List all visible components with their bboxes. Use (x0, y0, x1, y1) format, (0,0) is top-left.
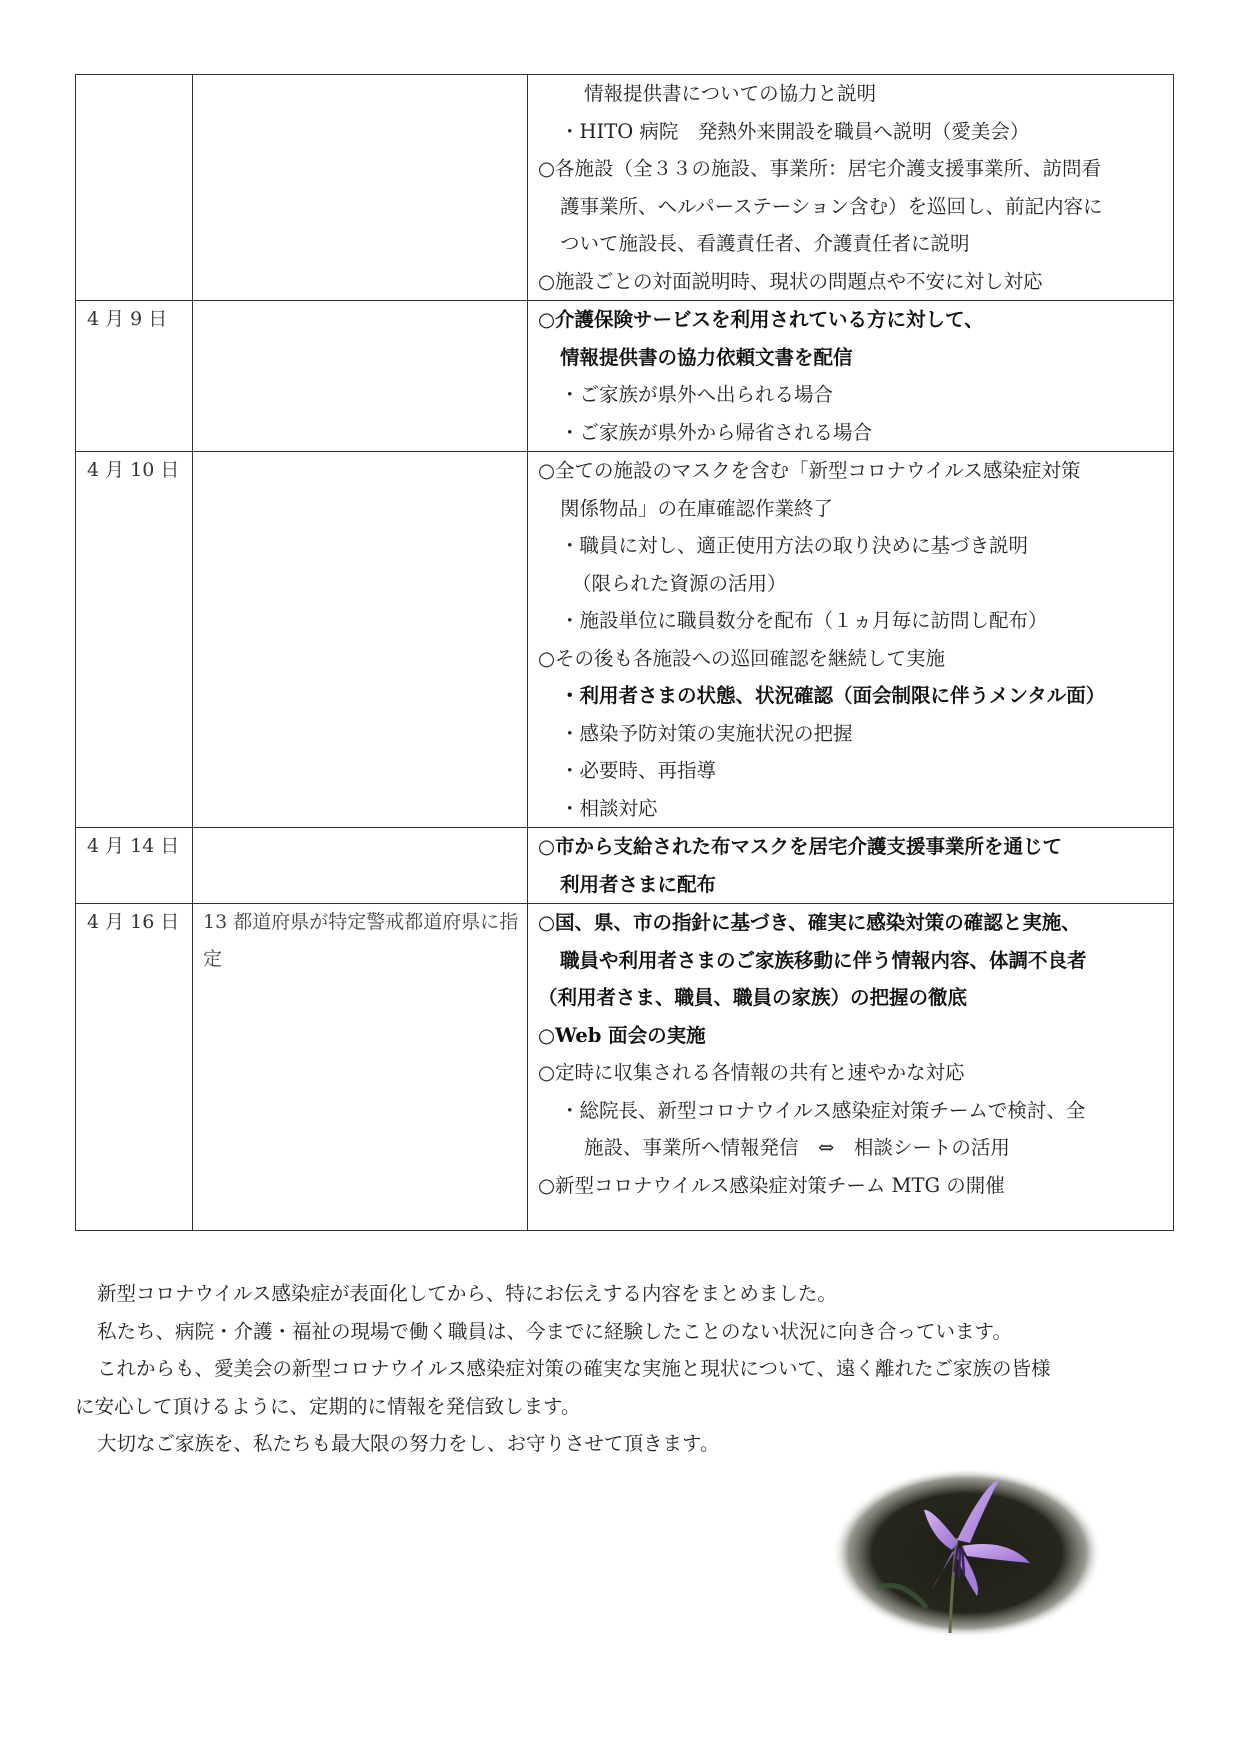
action-line: ○新型コロナウイルス感染症対策チーム MTG の開催 (538, 1173, 1005, 1197)
national-news-cell (193, 75, 528, 301)
date-text: 4 月 16 日 (87, 911, 180, 933)
action-cell (528, 75, 1174, 301)
table-row (76, 301, 1174, 452)
action-line: ○全ての施設のマスクを含む「新型コロナウイルス感染症対策 (538, 459, 1081, 482)
action-cell (528, 904, 1174, 1231)
closing-line: に安心して頂けるように、定期的に情報を発信致します。 (75, 1394, 581, 1418)
action-line: ・職員に対し、適正使用方法の取り決めに基づき説明 (560, 534, 1029, 557)
date-cell (76, 75, 193, 301)
action-line: （限られた資源の活用） (572, 571, 787, 595)
action-line: 利用者さまに配布 (560, 872, 717, 896)
date-cell (76, 301, 193, 452)
timeline-table (75, 74, 1174, 1231)
action-line: ・ご家族が県外へ出られる場合 (560, 383, 834, 406)
action-line: ○施設ごとの対面説明時、現状の問題点や不安に対し対応 (538, 269, 1043, 293)
date-text: 4 月 14 日 (87, 835, 180, 857)
national-news-cell (193, 904, 528, 1231)
closing-line: 大切なご家族を、私たちも最大限の努力をし、お守りさせて頂きます。 (97, 1432, 720, 1455)
action-line: ○市から支給された布マスクを居宅介護支援事業所を通じて (538, 835, 1063, 858)
date-cell (76, 452, 193, 828)
table-row (76, 828, 1174, 904)
closing-line: 私たち、病院・介護・福祉の現場で働く職員は、今までに経験したことのない状況に向き合っています。 (97, 1319, 1012, 1343)
table-row (76, 452, 1174, 828)
action-cell (528, 828, 1174, 904)
action-line: 施設、事業所へ情報発信 ⇔ 相談シートの活用 (584, 1136, 1010, 1159)
national-news-text: 13 都道府県が特定警戒都道府県に指定 (203, 911, 519, 970)
table-row (76, 904, 1174, 1231)
closing-line: これからも、愛美会の新型コロナウイルス感染症対策の確実な実施と現状について、遠く離れたご家族の皆様 (97, 1357, 1051, 1380)
action-line: ○介護保険サービスを利用されている方に対して、 (538, 308, 984, 331)
action-line: ・相談対応 (560, 796, 658, 820)
action-line: ・感染予防対策の実施状況の把握 (560, 721, 853, 745)
action-line: ・利用者さまの状態、状況確認（面会制限に伴うメンタル面） (560, 684, 1106, 707)
action-line: （利用者さま、職員、職員の家族）の把握の徹底 (538, 986, 968, 1009)
action-line: ・総院長、新型コロナウイルス感染症対策チームで検討、全 (560, 1098, 1086, 1122)
action-line: ○Web 面会の実施 (538, 1023, 706, 1047)
action-line: ○その後も各施設への巡回確認を継続して実施 (538, 646, 946, 670)
date-text: 4 月 10 日 (87, 459, 180, 481)
action-line: 護事業所、ヘルパーステーション含む）を巡回し、前記内容に (560, 194, 1103, 218)
national-news-cell (193, 452, 528, 828)
action-line: ・施設単位に職員数分を配布（１ヵ月毎に訪問し配布） (560, 609, 1048, 632)
action-line: ○各施設（全３３の施設、事業所：居宅介護支援事業所、訪問看 (538, 157, 1102, 180)
action-line: ○国、県、市の指針に基づき、確実に感染対策の確認と実施、 (538, 911, 1081, 934)
action-line: ・HITO 病院 発熱外来開設を職員へ説明（愛美会） (560, 119, 1030, 143)
action-line: ・必要時、再指導 (560, 759, 717, 782)
national-news-cell (193, 828, 528, 904)
action-line: 情報提供書の協力依頼文書を配信 (560, 345, 853, 369)
action-line: ・ご家族が県外から帰省される場合 (560, 420, 873, 444)
action-line: ついて施設長、看護責任者、介護責任者に説明 (560, 232, 970, 255)
action-line: 情報提供書についての協力と説明 (584, 82, 877, 105)
table-row (76, 75, 1174, 301)
action-cell (528, 301, 1174, 452)
date-cell (76, 828, 193, 904)
action-line: ○定時に収集される各情報の共有と速やかな対応 (538, 1061, 965, 1084)
action-cell (528, 452, 1174, 828)
national-news-cell (193, 301, 528, 452)
date-cell (76, 904, 193, 1231)
action-line: 関係物品」の在庫確認作業終了 (560, 496, 834, 520)
date-text: 4 月 9 日 (87, 308, 168, 330)
closing-line: 新型コロナウイルス感染症が表面化してから、特にお伝えする内容をまとめました。 (97, 1282, 837, 1305)
dogtooth-violet-flower-icon (832, 1468, 1102, 1638)
action-line: 職員や利用者さまのご家族移動に伴う情報内容、体調不良者 (560, 948, 1087, 972)
closing-message (75, 1275, 1175, 1463)
